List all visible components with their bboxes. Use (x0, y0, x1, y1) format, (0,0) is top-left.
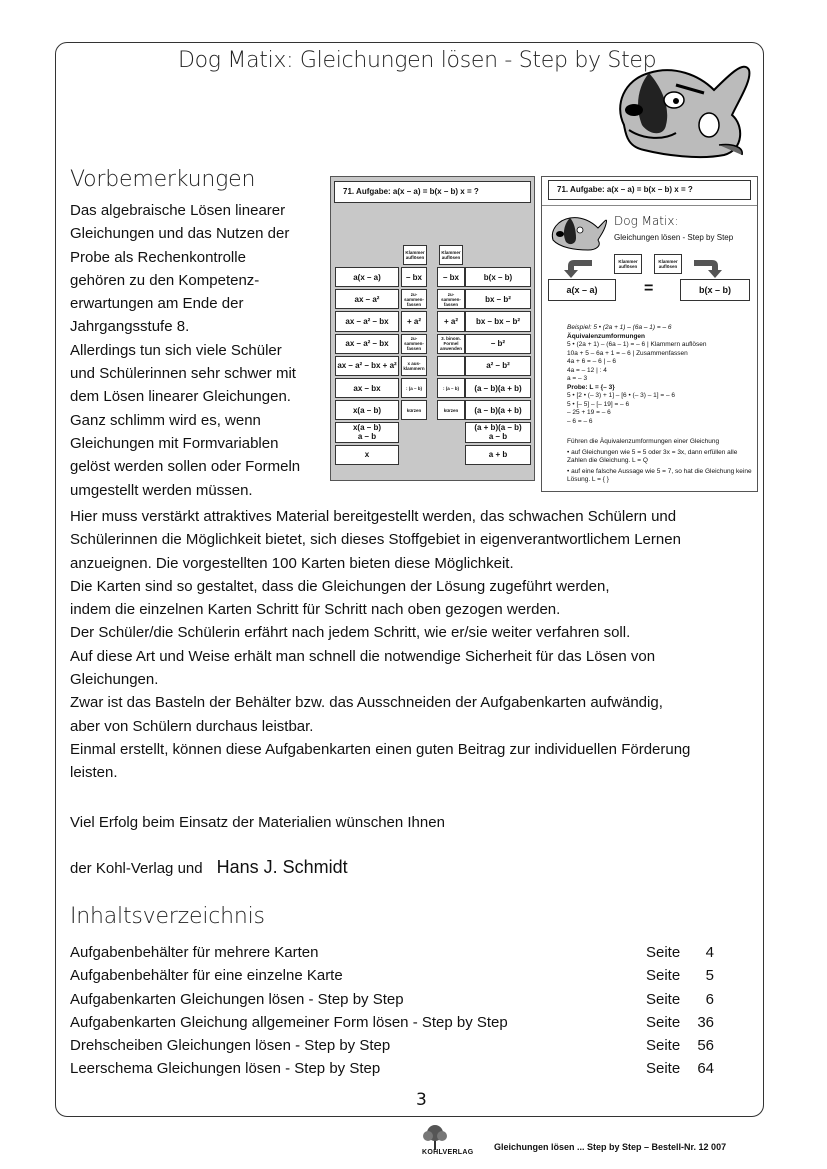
body-paragraph (70, 505, 770, 785)
left-step-box: x (335, 445, 399, 465)
left-step-box: ax – bx (335, 378, 399, 398)
toc-label: Aufgabenkarten Gleichung allgemeiner Form lösen - Step by Step (70, 1013, 508, 1031)
toc-label: Aufgabenbehälter für mehrere Karten (70, 944, 319, 961)
hint-box-right: kürzen (437, 400, 465, 420)
text-line: dem Lösen linearer Gleichungen. (70, 388, 291, 406)
toc-seite: Seite (646, 967, 681, 985)
example-line: 5 • [2 • (– 3) + 1] – [6 • (– 3) – 1] = – 6 (567, 392, 675, 399)
text-line: leisten. (70, 764, 118, 782)
arrow-left-icon (564, 256, 594, 278)
hint-box-right (437, 356, 465, 376)
toc-seite: Seite (646, 1013, 681, 1031)
card-title: Dog Matix: (614, 214, 679, 228)
toc-seite: Seite (646, 1037, 681, 1055)
toc-page: 6 (705, 990, 714, 1008)
dog-small-icon (548, 212, 608, 252)
toc-page: 4 (705, 944, 714, 961)
page-title: Dog Matix: Gleichungen lösen - Step by Step (178, 48, 657, 73)
toc-row (70, 988, 720, 1011)
toc-label: Aufgabenkarten Gleichungen lösen - Step by Step (70, 990, 404, 1008)
right-step-box: (a – b)(a + b) (465, 378, 531, 398)
publisher-logo-text: KOHLVERLAG (422, 1149, 474, 1156)
hint-box-left: zu- sammen- fassen (401, 289, 427, 309)
text-line: Allerdings tun sich viele Schüler (70, 341, 282, 359)
toc-page: 64 (697, 1060, 714, 1078)
tree-logo-icon (420, 1124, 450, 1150)
text-line: Die Karten sind so gestaltet, dass die Gleichungen der Lösung zugeführt werden, (70, 577, 610, 595)
example-line: 5 • [– 5] – [– 19] = – 6 (567, 400, 630, 408)
right-step-box: a + b (465, 445, 531, 465)
toc-seite: Seite (646, 990, 681, 1008)
text-line: erwartungen am Ende der (70, 295, 244, 313)
hint-box-right: : (a – b) (437, 378, 465, 398)
hint-button: Klammer auflösen (439, 245, 463, 265)
left-step-box: a(x – a) (335, 267, 399, 287)
text-line: aber von Schülern durchaus leistbar. (70, 717, 314, 735)
task-card-container-illustration (330, 176, 535, 481)
hint-button-right: Klammer auflösen (654, 254, 682, 274)
right-step-box: (a – b)(a + b) (465, 400, 531, 420)
hint-box-left: : (a – b) (401, 378, 427, 398)
toc-page: 36 (697, 1013, 714, 1031)
text-line: Ganz schlimm wird es, wenn (70, 411, 261, 429)
left-step-box: x(a – b) a – b (335, 422, 399, 442)
left-step-box: ax – a² (335, 289, 399, 309)
author-name: Hans J. Schmidt (216, 857, 348, 877)
hint-button: Klammer auflösen (403, 245, 427, 265)
example-line: a = – 3 (567, 375, 588, 382)
text-line: Gleichungen mit Formvariablen (70, 434, 279, 452)
card-header: 71. Aufgabe: a(x – a) = b(x – b) x = ? (334, 181, 531, 203)
text-line: Schülerinnen die Möglichkeit bietet, sich dieses Stoffgebiet in eigenverantwortlichem Lernen (70, 531, 681, 549)
greeting: Viel Erfolg beim Einsatz der Materialien wünschen Ihnen (70, 814, 445, 831)
toc-seite: Seite (646, 1060, 681, 1078)
signature-prefix: der Kohl-Verlag und (70, 860, 203, 877)
toc-label: Aufgabenbehälter für eine einzelne Karte (70, 967, 343, 985)
example-line: 5 • (2a + 1) – (6a – 1) = – 6 | Klammern auflösen (567, 341, 707, 348)
left-step-box: ax – a² – bx (335, 311, 399, 331)
toc-page: 5 (705, 967, 714, 985)
right-step-box: bx – b² (465, 289, 531, 309)
text-line: umgestellt werden müssen. (70, 481, 253, 499)
dog-mascot-icon (604, 55, 754, 165)
example-line: 4a = – 12 | : 4 (567, 366, 607, 374)
left-step-box: x(a – b) (335, 400, 399, 420)
text-line: Zwar ist das Basteln der Behälter bzw. das Ausschneiden der Aufgabenkarten aufwändig, (70, 694, 663, 712)
card-footnote (567, 438, 757, 484)
right-step-box: bx – bx – b² (465, 311, 531, 331)
text-line: Gleichungen. (70, 671, 159, 689)
equals-sign: = (644, 280, 654, 297)
toc-label: Drehscheiben Gleichungen lösen - Step by Step (70, 1037, 391, 1055)
text-line: anzueignen. Die vorgestellten 100 Karten bieten diese Möglichkeit. (70, 554, 514, 572)
text-line: Einmal erstellt, können diese Aufgabenkarten einen guten Beitrag zur individuellen Förderung (70, 740, 691, 758)
text-line: Gleichungen und das Nutzen der (70, 225, 290, 243)
text-line: gehören zu den Kompetenz- (70, 271, 260, 289)
right-step-box: (a + b)(a – b) a – b (465, 422, 531, 442)
example-solution (567, 324, 757, 426)
footnote-item: • auf Gleichungen wie 5 = 5 oder 3x = 3x, dann erfüllen alle Zahlen die Gleichung. L = Q (567, 449, 738, 464)
example-line: – 6 = – 6 (567, 417, 593, 425)
text-line: Hier muss verstärkt attraktives Material bereitgestellt werden, das schwachen Schülern und (70, 508, 677, 525)
hint-box-left: x aus- klammern (401, 356, 427, 376)
text-line: indem die einzelnen Karten Schritt für Schritt nach oben gezogen werden. (70, 601, 561, 619)
right-step-box: b(x – b) (465, 267, 531, 287)
example-line: Äquivalenzumformungen (567, 332, 646, 340)
text-line: Das algebraische Lösen linearer (70, 202, 286, 219)
left-expression: a(x – a) (548, 279, 616, 301)
toc-row (70, 964, 720, 987)
toc-label: Leerschema Gleichungen lösen - Step by Step (70, 1060, 381, 1078)
example-line: Beispiel: 5 • (2a + 1) – (6a – 1) = – 6 (567, 324, 672, 331)
section-heading-vorbemerkungen: Vorbemerkungen (70, 167, 256, 192)
footnote-item: • auf eine falsche Aussage wie 5 = 7, so hat die Gleichung keine Lösung. L = { } (567, 468, 752, 483)
example-line: Probe: L = {– 3} (567, 383, 615, 391)
toc-row (70, 1034, 720, 1057)
text-line: Der Schüler/die Schülerin erfährt nach jedem Schritt, wie er/sie weiter verfahren soll. (70, 624, 631, 642)
single-task-card-illustration (541, 176, 758, 492)
hint-box-left: zu- sammen- fassen (401, 334, 427, 354)
hint-box-right: 3. binom. Formel anwenden (437, 334, 465, 354)
intro-paragraph (70, 199, 332, 502)
table-of-contents (70, 941, 720, 1081)
hint-box-right: zu- sammen- fassen (437, 289, 465, 309)
toc-row (70, 1011, 720, 1034)
section-heading-inhalt: Inhaltsverzeichnis (70, 904, 265, 929)
example-line: – 25 + 19 = – 6 (567, 409, 611, 416)
page-footer (414, 1124, 774, 1164)
hint-box-left: kürzen (401, 400, 427, 420)
left-step-box: ax – a² – bx + a² (335, 356, 399, 376)
example-line: 4a + 6 = – 6 | – 6 (567, 358, 617, 365)
hint-box-left: + a² (401, 311, 427, 331)
text-line: Probe als Rechenkontrolle (70, 248, 246, 266)
signature-line (70, 857, 348, 878)
hint-button-left: Klammer auflösen (614, 254, 642, 274)
toc-seite: Seite (646, 944, 681, 961)
hint-box-right: – bx (437, 267, 465, 287)
toc-row (70, 1057, 720, 1080)
left-step-box: ax – a² – bx (335, 334, 399, 354)
arrow-right-icon (692, 256, 722, 278)
text-line: Jahrgangsstufe 8. (70, 318, 190, 336)
toc-page: 56 (697, 1037, 714, 1055)
text-line: gelöst werden sollen oder Formeln (70, 458, 301, 476)
example-line: 10a + 5 – 6a + 1 = – 6 | Zusammenfassen (567, 349, 688, 357)
toc-row (70, 941, 720, 964)
card-subtitle: Gleichungen lösen - Step by Step (614, 233, 734, 242)
text-line: und Schülerinnen sehr schwer mit (70, 365, 296, 383)
text-line: Auf diese Art und Weise erhält man schnell die notwendige Sicherheit für das Lösen von (70, 647, 656, 665)
page-number: 3 (416, 1090, 427, 1110)
right-expression: b(x – b) (680, 279, 750, 301)
right-step-box: – b² (465, 334, 531, 354)
hint-box-right: + a² (437, 311, 465, 331)
hint-box-left: – bx (401, 267, 427, 287)
footer-text: Gleichungen lösen ... Step by Step – Bestell-Nr. 12 007 (494, 1142, 727, 1152)
card-header: 71. Aufgabe: a(x – a) = b(x – b) x = ? (548, 180, 751, 200)
footnote-title: Führen die Äquivalenzumformungen einer Gleichung (567, 438, 720, 445)
right-step-box: a² – b² (465, 356, 531, 376)
